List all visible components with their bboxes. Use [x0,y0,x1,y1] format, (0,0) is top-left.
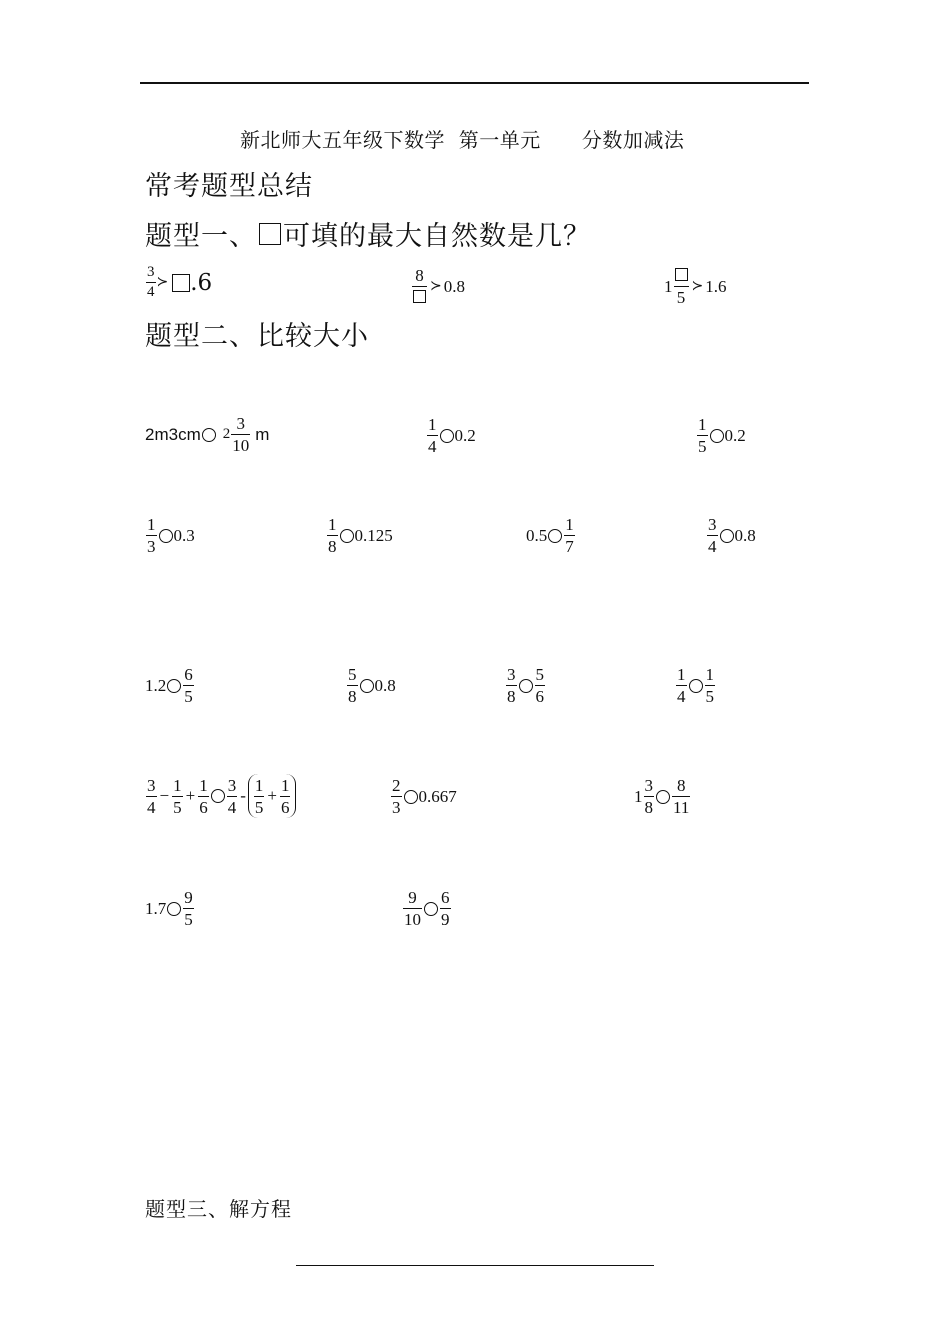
compare-circle[interactable] [519,679,533,693]
compare-r2b [326,516,393,555]
top-rule [140,82,809,84]
type1-prefix: 题型一、 [145,221,257,252]
answer-blank-box[interactable] [413,290,426,303]
parentheses [248,774,297,818]
summary-heading: 常考题型总结 [145,171,313,202]
compare-circle[interactable] [424,902,438,916]
fraction: $\frac{1}{6}$ [280,775,290,817]
unit: m [255,424,270,444]
compare-circle[interactable] [440,429,454,443]
minus-sign: - [240,786,246,805]
fraction: 5 [674,267,689,306]
fraction: $\frac{1}{7}$ [565,515,574,556]
blank-box-icon [259,223,281,245]
lhs-value: 0.5 [526,525,548,545]
fraction: $\frac{1}{6}$ [199,775,208,817]
fraction: $\frac{1}{5}$ [254,775,264,817]
lhs-value: 1.2 [145,675,167,695]
lhs-value: 1.7 [145,898,167,918]
compare-circle[interactable] [360,679,374,693]
compare-circle[interactable] [689,679,703,693]
fraction: $\frac{1}{3}$ [147,515,156,556]
fraction: $\frac{5}{8}$ [348,665,357,706]
fraction: 8 [412,267,427,306]
compare-circle[interactable] [710,429,724,443]
rhs-value: .6 [190,269,213,296]
type1-item-2 [411,267,465,306]
compare-r1c [696,416,746,455]
compare-r5a [145,889,195,928]
fraction: $\frac{6}{5}$ [184,665,193,706]
compare-r4a [145,774,296,818]
compare-circle[interactable] [340,529,354,543]
bottom-rule [296,1265,654,1266]
fraction: $\frac{9}{10}$ [404,888,421,929]
compare-r3b [346,666,396,705]
compare-r2d [706,516,756,555]
type2-heading: 题型二、比较大小 [145,321,369,352]
fraction: $\frac{1}{5}$ [705,665,714,706]
fraction: $\frac{1}{4}$ [677,665,686,706]
rhs-value: 0.2 [454,425,476,445]
minus-sign: − [159,786,170,805]
compare-circle[interactable] [720,529,734,543]
rhs-value: 0.8 [734,525,756,545]
whole-part: 2 [222,426,231,442]
compare-circle[interactable] [211,789,225,803]
fraction: $\frac{1}{5}$ [173,775,182,817]
greater-sign: ≻ [156,275,169,290]
fraction: $\frac{3}{4}$ [147,775,156,817]
compare-r1b [426,416,476,455]
rhs-value: 0.2 [724,425,746,445]
fraction: $\frac{3}{4}$ [147,264,155,300]
compare-circle[interactable] [404,790,418,804]
fraction: $\frac{3}{8}$ [644,776,653,817]
compare-circle[interactable] [656,790,670,804]
compare-circle[interactable] [202,428,216,442]
rhs-value: 0.667 [418,786,457,806]
answer-blank-box[interactable] [172,274,190,292]
compare-circle[interactable] [159,529,173,543]
type1-item-1 [145,265,212,300]
whole-part: 1 [664,276,673,296]
fraction: $\frac{8}{11}$ [673,776,690,817]
compare-r4b [390,777,457,816]
rhs-value: 0.8 [374,675,396,695]
rhs-value: 0.125 [354,525,393,545]
plus-sign: + [267,786,277,805]
type1-item-3 [664,267,726,306]
document-title: 新北师大五年级下数学 第一单元 分数加减法 [240,128,685,152]
compare-r2a [145,516,195,555]
compare-r5b [402,889,452,928]
fraction: $\frac{3}{4}$ [227,775,237,817]
compare-circle[interactable] [167,679,181,693]
fraction: $\frac{5}{6}$ [535,665,544,706]
greater-sign: ≻ [691,279,704,294]
lhs-value: 2m3cm [145,424,201,444]
type3-heading: 题型三、解方程 [145,1197,292,1221]
compare-circle[interactable] [167,902,181,916]
type1-rest: 可填的最大自然数是几？ [283,221,591,252]
plus-sign: + [185,786,196,805]
rhs-value: 0.8 [443,276,465,296]
greater-sign: ≻ [430,279,442,294]
whole-part: 1 [634,786,643,806]
compare-circle[interactable] [548,529,562,543]
compare-r4c [634,777,691,816]
compare-r3c [505,666,546,705]
fraction: $\frac{1}{5}$ [698,415,707,456]
compare-r2c [526,516,576,555]
fraction: $\frac{1}{4}$ [428,415,437,456]
fraction: $\frac{9}{5}$ [184,888,193,929]
fraction: $\frac{3}{10}$ [232,414,250,455]
fraction: $\frac{3}{8}$ [507,665,516,706]
answer-blank-box[interactable] [675,268,688,281]
rhs-value: 1.6 [705,276,727,296]
compare-r1a [145,415,269,454]
type1-heading [145,214,591,253]
compare-r3d [675,666,716,705]
fraction: $\frac{2}{3}$ [392,776,401,817]
compare-r3a [145,666,195,705]
fraction: $\frac{1}{8}$ [328,515,337,556]
fraction: $\frac{3}{4}$ [708,515,717,556]
fraction: $\frac{6}{9}$ [441,888,450,929]
rhs-value: 0.3 [173,525,195,545]
